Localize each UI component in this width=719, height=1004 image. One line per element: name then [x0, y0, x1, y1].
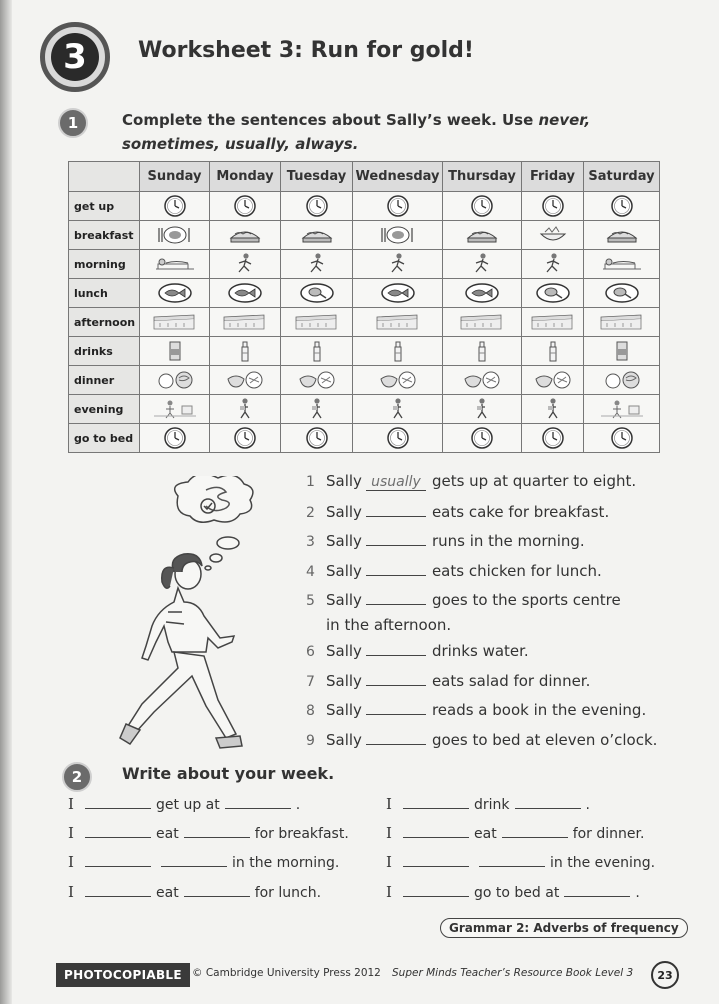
sleeping-icon — [140, 253, 209, 275]
clock-icon — [584, 426, 659, 450]
activity-cell — [140, 366, 210, 395]
answer-blank[interactable] — [366, 730, 426, 745]
row-label: drinks — [69, 337, 140, 366]
day-header: Tuesday — [281, 162, 353, 192]
activity-cell — [522, 308, 584, 337]
sentence-text: eats chicken for lunch. — [431, 561, 602, 580]
exercise-2-number: 2 — [62, 762, 92, 792]
sleeping-icon — [584, 253, 659, 275]
water-icon — [443, 339, 521, 363]
clock-icon — [281, 426, 352, 450]
salad-icon — [210, 369, 280, 391]
running-icon — [210, 252, 280, 276]
sentence-item — [306, 561, 706, 591]
write-line — [68, 852, 339, 871]
activity-cell — [353, 279, 443, 308]
answer-blank[interactable] — [184, 882, 250, 897]
tv-icon — [584, 398, 659, 420]
page-number: 23 — [651, 961, 679, 989]
clock-icon — [140, 194, 209, 218]
activity-cell — [140, 250, 210, 279]
clock-icon — [281, 194, 352, 218]
answer-blank-filled[interactable]: usually — [366, 474, 426, 491]
activity-cell — [443, 221, 522, 250]
sports-centre-icon — [281, 311, 352, 333]
instruction-adverbs: never, sometimes, usually, always. — [122, 111, 591, 153]
activity-cell — [281, 395, 353, 424]
prompt-text: . — [635, 885, 640, 901]
prompt-text: get up at — [156, 797, 220, 813]
activity-cell — [353, 192, 443, 221]
answer-blank[interactable] — [515, 794, 581, 809]
sports-centre-icon — [522, 311, 583, 333]
sentence-number: 8 — [306, 703, 315, 719]
running-icon — [353, 252, 442, 276]
tv-icon — [140, 398, 209, 420]
sentence-number: 6 — [306, 644, 315, 660]
running-icon — [522, 252, 583, 276]
activity-cell — [281, 424, 353, 453]
day-header: Wednesday — [353, 162, 443, 192]
clock-icon — [353, 426, 442, 450]
prompt-text: for breakfast. — [254, 826, 349, 842]
sentence-number: 3 — [306, 534, 315, 550]
answer-blank[interactable] — [225, 794, 291, 809]
sentence-number: 4 — [306, 563, 315, 580]
activity-cell — [522, 395, 584, 424]
answer-blank[interactable] — [502, 823, 568, 838]
sentence-item — [306, 531, 706, 561]
activity-cell — [210, 424, 281, 453]
week-chart-row — [69, 279, 660, 308]
activity-cell — [281, 308, 353, 337]
sports-centre-icon — [353, 311, 442, 333]
activity-cell — [522, 250, 584, 279]
week-chart-row — [69, 221, 660, 250]
answer-blank[interactable] — [366, 502, 426, 517]
running-icon — [281, 252, 352, 276]
prompt-text: . — [295, 797, 301, 813]
prompt-text: for lunch. — [254, 885, 322, 901]
activity-cell — [210, 250, 281, 279]
activity-cell — [522, 366, 584, 395]
activity-cell — [281, 279, 353, 308]
write-line — [386, 882, 640, 901]
juice-icon — [584, 339, 659, 363]
sentence-item — [306, 730, 706, 760]
reading-icon — [210, 397, 280, 421]
week-chart-row — [69, 395, 660, 424]
activity-cell — [281, 192, 353, 221]
cake-icon — [584, 224, 659, 246]
answer-blank[interactable] — [85, 882, 151, 897]
row-label: evening — [69, 395, 140, 424]
answer-blank[interactable] — [564, 882, 630, 897]
sentence-item — [306, 641, 706, 671]
subject-name: Sally — [326, 642, 362, 660]
answer-blank[interactable] — [403, 794, 469, 809]
activity-cell — [281, 221, 353, 250]
activity-cell — [522, 279, 584, 308]
day-header: Friday — [522, 162, 584, 192]
activity-cell — [584, 424, 660, 453]
write-line — [386, 852, 655, 871]
salad-icon — [443, 369, 521, 391]
salad-icon — [353, 369, 442, 391]
sentence-item — [306, 502, 706, 532]
activity-cell — [443, 424, 522, 453]
activity-cell — [353, 424, 443, 453]
activity-cell — [443, 366, 522, 395]
worksheet-title: Worksheet 3: Run for gold! — [138, 38, 474, 63]
activity-cell — [210, 308, 281, 337]
pronoun: I — [68, 795, 74, 813]
subject-name: Sally — [326, 701, 362, 719]
activity-cell — [522, 424, 584, 453]
activity-cell — [210, 279, 281, 308]
answer-blank[interactable] — [479, 852, 545, 867]
page-binding-shadow — [0, 0, 12, 1004]
cake-icon — [210, 224, 280, 246]
fish-icon — [443, 282, 521, 304]
answer-blank[interactable] — [184, 823, 250, 838]
sentence-item — [306, 590, 706, 641]
pasta-icon — [140, 369, 209, 391]
reading-icon — [443, 397, 521, 421]
subject-name: Sally — [326, 472, 362, 490]
activity-cell — [210, 192, 281, 221]
photocopiable-label: PHOTOCOPIABLE — [56, 963, 190, 987]
activity-cell — [140, 424, 210, 453]
sentence-text: eats salad for dinner. — [431, 671, 591, 690]
exercise-2-title: Write about your week. — [122, 764, 335, 783]
activity-cell — [353, 250, 443, 279]
activity-cell — [353, 395, 443, 424]
activity-cell — [584, 308, 660, 337]
sentence-text: drinks water. — [431, 642, 529, 660]
week-chart-row — [69, 308, 660, 337]
activity-cell — [210, 366, 281, 395]
sentence-text: gets up at quarter to eight. — [431, 472, 637, 490]
pronoun: I — [68, 853, 74, 871]
fish-icon — [353, 282, 442, 304]
cake-icon — [443, 224, 521, 246]
salad-icon — [281, 369, 352, 391]
subject-name: Sally — [326, 671, 362, 690]
row-label: dinner — [69, 366, 140, 395]
prompt-text: eat — [156, 885, 179, 901]
activity-cell — [443, 192, 522, 221]
sports-centre-icon — [443, 311, 521, 333]
prompt-text: in the morning. — [232, 855, 340, 871]
plate-icon — [353, 224, 442, 246]
activity-cell — [443, 279, 522, 308]
sentence-text: goes to the sports centre — [431, 591, 621, 609]
write-line — [68, 882, 321, 901]
activity-cell — [584, 395, 660, 424]
activity-cell — [140, 337, 210, 366]
clock-icon — [210, 426, 280, 450]
day-header: Sunday — [140, 162, 210, 192]
activity-cell — [443, 337, 522, 366]
row-label: afternoon — [69, 308, 140, 337]
instruction-text: Complete the sentences about Sally’s week. Use — [122, 111, 539, 129]
activity-cell — [522, 192, 584, 221]
activity-cell — [353, 308, 443, 337]
sentence-list — [306, 472, 706, 759]
write-line — [68, 823, 349, 842]
juice-icon — [140, 339, 209, 363]
activity-cell — [281, 250, 353, 279]
clock-icon — [443, 426, 521, 450]
activity-cell — [140, 279, 210, 308]
water-icon — [522, 339, 583, 363]
fish-icon — [140, 282, 209, 304]
activity-cell — [353, 337, 443, 366]
prompt-text: go to bed at — [474, 885, 560, 901]
water-icon — [353, 339, 442, 363]
cereal-icon — [522, 224, 583, 246]
sentence-text: reads a book in the evening. — [431, 701, 647, 719]
activity-cell — [210, 221, 281, 250]
sentence-text: goes to bed at eleven o’clock. — [431, 730, 658, 749]
pronoun: I — [386, 824, 392, 842]
water-icon — [210, 339, 280, 363]
pronoun: I — [68, 883, 74, 901]
pronoun: I — [386, 883, 392, 901]
unit-badge — [40, 22, 110, 92]
subject-name: Sally — [326, 532, 362, 550]
clock-icon — [140, 426, 209, 450]
fish-icon — [210, 282, 280, 304]
answer-blank[interactable] — [366, 671, 426, 686]
answer-blank[interactable] — [403, 823, 469, 838]
answer-blank[interactable] — [85, 852, 151, 867]
copyright-text: © Cambridge University Press 2012 — [192, 967, 381, 979]
prompt-text: . — [585, 797, 590, 813]
chicken-icon — [522, 282, 583, 304]
activity-cell — [584, 221, 660, 250]
activity-cell — [140, 221, 210, 250]
clock-icon — [210, 194, 280, 218]
week-chart-row — [69, 337, 660, 366]
answer-blank[interactable] — [403, 882, 469, 897]
chicken-icon — [584, 282, 659, 304]
running-girl-illustration — [96, 476, 286, 756]
write-line — [68, 794, 300, 813]
activity-cell — [584, 337, 660, 366]
pronoun: I — [386, 795, 392, 813]
water-icon — [281, 339, 352, 363]
pronoun: I — [68, 824, 74, 842]
sentence-text: eats cake for breakfast. — [431, 502, 610, 521]
row-label: morning — [69, 250, 140, 279]
answer-blank[interactable] — [366, 561, 426, 576]
sentence-item — [306, 472, 706, 502]
unit-number: 3 — [51, 33, 99, 81]
subject-name: Sally — [326, 591, 362, 609]
day-header: Monday — [210, 162, 281, 192]
reading-icon — [281, 397, 352, 421]
clock-icon — [522, 426, 583, 450]
sports-centre-icon — [140, 311, 209, 333]
sports-centre-icon — [584, 311, 659, 333]
sentence-number: 5 — [306, 593, 315, 609]
week-chart-table — [68, 161, 660, 453]
activity-cell — [584, 279, 660, 308]
activity-cell — [210, 337, 281, 366]
week-chart-row — [69, 250, 660, 279]
prompt-text: in the evening. — [550, 855, 656, 871]
subject-name: Sally — [326, 502, 362, 521]
running-icon — [443, 252, 521, 276]
clock-icon — [584, 194, 659, 218]
row-label: go to bed — [69, 424, 140, 453]
reading-icon — [353, 397, 442, 421]
salad-icon — [522, 369, 583, 391]
activity-cell — [443, 308, 522, 337]
prompt-text: eat — [156, 826, 179, 842]
book-title: Super Minds Teacher’s Resource Book Level 3 — [392, 967, 634, 979]
activity-cell — [443, 395, 522, 424]
prompt-text: for dinner. — [572, 826, 645, 842]
activity-cell — [584, 366, 660, 395]
activity-cell — [353, 366, 443, 395]
prompt-text: eat — [474, 826, 497, 842]
answer-blank[interactable] — [85, 823, 151, 838]
sentence-number: 9 — [306, 732, 315, 749]
sentence-number: 7 — [306, 673, 315, 690]
pasta-icon — [584, 369, 659, 391]
activity-cell — [281, 337, 353, 366]
day-header: Saturday — [584, 162, 660, 192]
week-chart-row — [69, 424, 660, 453]
exercise-1-instruction — [122, 108, 642, 156]
answer-blank[interactable] — [366, 700, 426, 715]
prompt-text: drink — [474, 797, 510, 813]
sentence-number: 2 — [306, 504, 315, 521]
activity-cell — [522, 337, 584, 366]
activity-cell — [140, 192, 210, 221]
activity-cell — [584, 192, 660, 221]
write-line — [386, 794, 590, 813]
row-label: breakfast — [69, 221, 140, 250]
clock-icon — [522, 194, 583, 218]
row-label: get up — [69, 192, 140, 221]
answer-blank[interactable] — [161, 852, 227, 867]
row-label: lunch — [69, 279, 140, 308]
exercise-1-number: 1 — [58, 108, 88, 138]
week-chart-row — [69, 192, 660, 221]
cake-icon — [281, 224, 352, 246]
write-line — [386, 823, 644, 842]
sentence-item — [306, 671, 706, 701]
answer-blank[interactable] — [366, 641, 426, 656]
sentence-item — [306, 700, 706, 730]
answer-blank[interactable] — [403, 852, 469, 867]
activity-cell — [210, 395, 281, 424]
activity-cell — [584, 250, 660, 279]
activity-cell — [140, 395, 210, 424]
week-chart-row — [69, 366, 660, 395]
sentence-text: runs in the morning. — [431, 532, 585, 550]
week-chart-body — [69, 192, 660, 453]
answer-blank[interactable] — [366, 531, 426, 546]
week-chart-header-row — [69, 162, 660, 192]
activity-cell — [140, 308, 210, 337]
answer-blank[interactable] — [366, 590, 426, 605]
sports-centre-icon — [210, 311, 280, 333]
activity-cell — [281, 366, 353, 395]
sentence-text-continued: in the afternoon. — [326, 616, 452, 634]
clock-icon — [443, 194, 521, 218]
grammar-reference-tag: Grammar 2: Adverbs of frequency — [440, 918, 688, 938]
activity-cell — [443, 250, 522, 279]
table-corner — [69, 162, 140, 192]
activity-cell — [353, 221, 443, 250]
activity-cell — [522, 221, 584, 250]
subject-name: Sally — [326, 730, 362, 749]
pronoun: I — [386, 853, 392, 871]
reading-icon — [522, 397, 583, 421]
clock-icon — [353, 194, 442, 218]
chicken-icon — [281, 282, 352, 304]
day-header: Thursday — [443, 162, 522, 192]
answer-blank[interactable] — [85, 794, 151, 809]
sentence-number: 1 — [306, 474, 315, 490]
subject-name: Sally — [326, 561, 362, 580]
plate-icon — [140, 224, 209, 246]
